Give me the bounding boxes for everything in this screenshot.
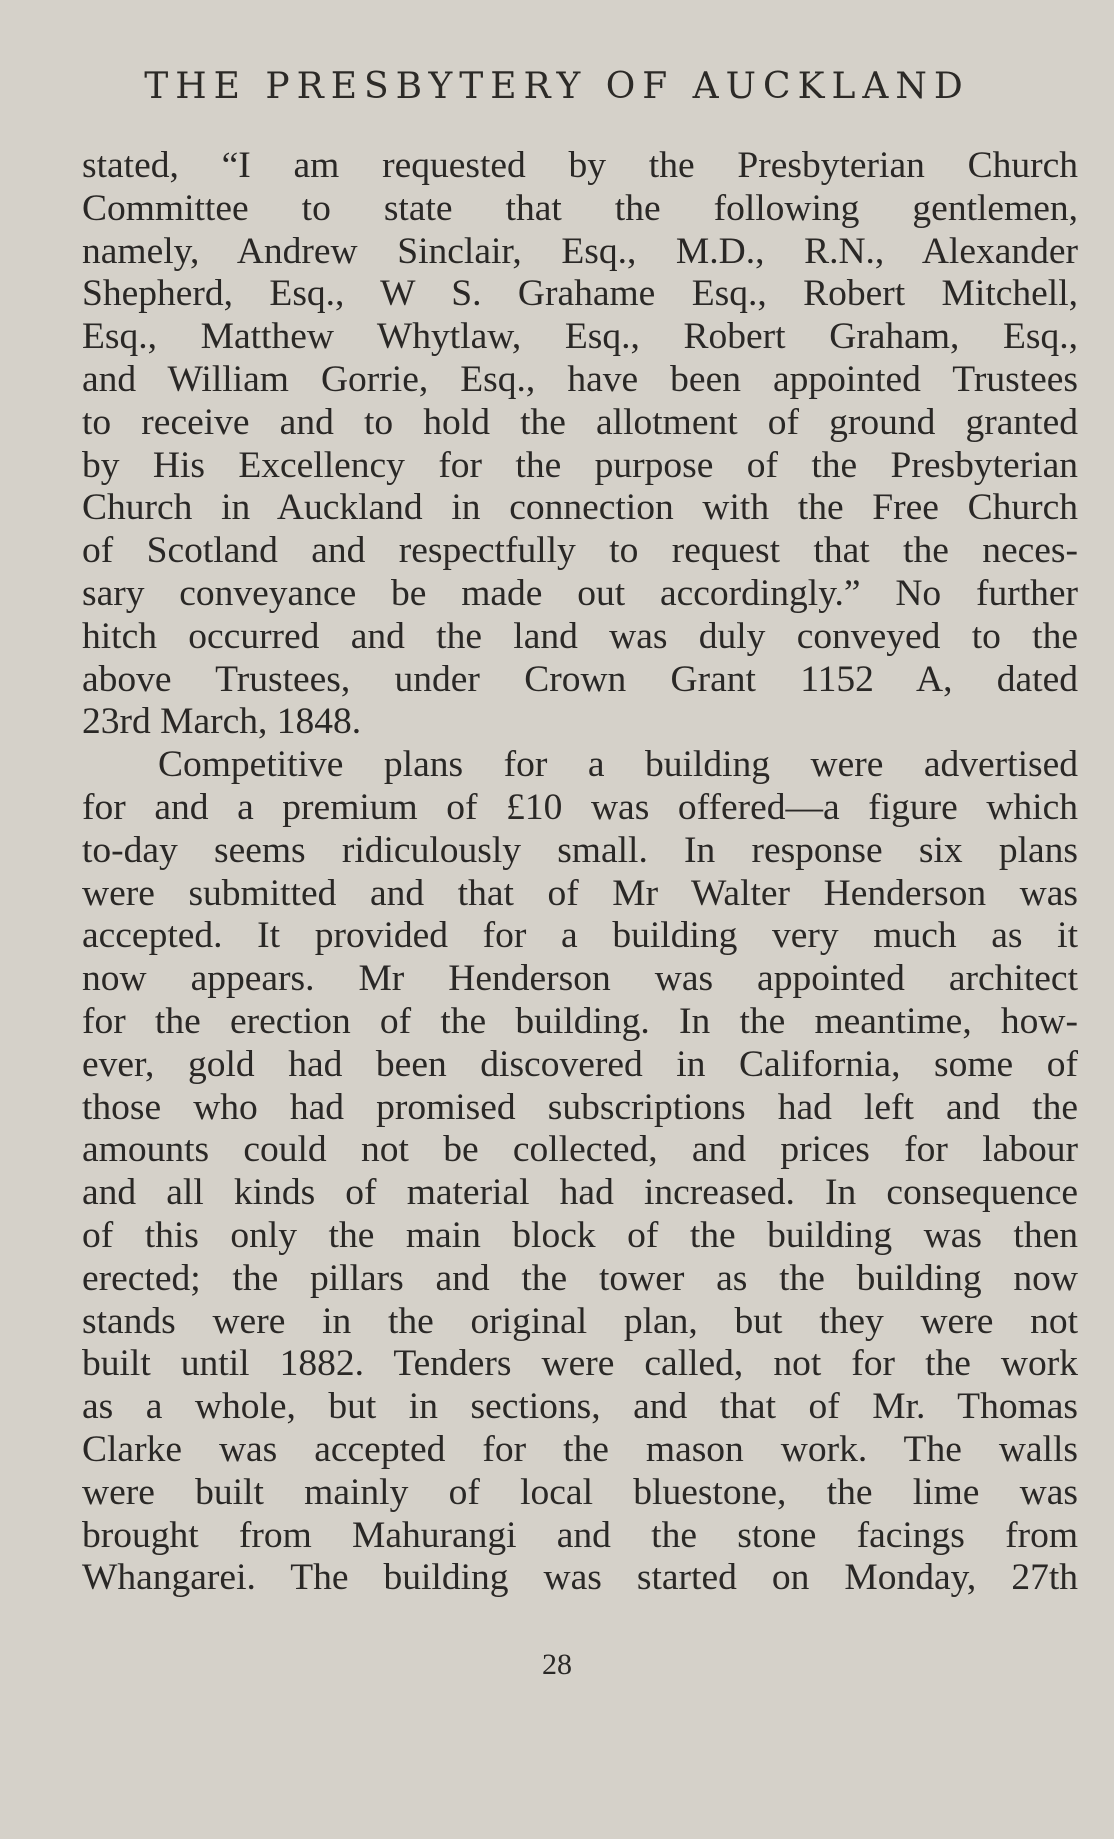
- body-text: [82, 145, 1078, 1600]
- text-line: Shepherd, Esq., W S. Grahame Esq., Robert Mitchell,: [82, 273, 1078, 315]
- page-number: 28: [542, 1648, 572, 1681]
- text-line: namely, Andrew Sinclair, Esq., M.D., R.N., Alexander: [82, 230, 1078, 272]
- text-line: Competitive plans for a building were advertised: [158, 744, 1078, 786]
- text-line: brought from Mahurangi and the stone facings from: [82, 1514, 1078, 1556]
- text-line: now appears. Mr Henderson was appointed architect: [82, 958, 1078, 1000]
- text-line: Whangarei. The building was started on Monday, 27th: [82, 1557, 1078, 1599]
- text-line: built until 1882. Tenders were called, not for the work: [82, 1343, 1078, 1385]
- text-line: stands were in the original plan, but they were not: [82, 1300, 1078, 1342]
- text-line: to receive and to hold the allotment of ground granted: [82, 401, 1078, 443]
- text-line: were built mainly of local bluestone, the lime was: [82, 1471, 1078, 1513]
- text-line: were submitted and that of Mr Walter Henderson was: [82, 872, 1078, 914]
- text-line: and all kinds of material had increased. In consequence: [82, 1172, 1078, 1214]
- text-line: Clarke was accepted for the mason work. The walls: [82, 1428, 1078, 1470]
- text-line: to-day seems ridiculously small. In response six plans: [82, 829, 1078, 871]
- text-line: erected; the pillars and the tower as the building now: [82, 1257, 1078, 1299]
- text-line: above Trustees, under Crown Grant 1152 A, dated: [82, 658, 1078, 700]
- text-line: accepted. It provided for a building very much as it: [82, 915, 1078, 957]
- text-line: those who had promised subscriptions had left and the: [82, 1086, 1078, 1128]
- text-line: for and a premium of £10 was offered—a figure which: [82, 786, 1078, 828]
- text-line: Church in Auckland in connection with the Free Church: [82, 487, 1078, 529]
- text-line: ever, gold had been discovered in California, some of: [82, 1043, 1078, 1085]
- text-line: for the erection of the building. In the meantime, how-: [82, 1000, 1078, 1042]
- text-line: stated, “I am requested by the Presbyterian Church: [82, 145, 1078, 186]
- text-line: Esq., Matthew Whytlaw, Esq., Robert Graham, Esq.,: [82, 316, 1078, 358]
- text-line: as a whole, but in sections, and that of Mr. Thomas: [82, 1386, 1078, 1428]
- text-line: 23rd March, 1848.: [82, 701, 362, 743]
- text-line: and William Gorrie, Esq., have been appointed Trustees: [82, 358, 1078, 400]
- running-head: THE PRESBYTERY OF AUCKLAND: [144, 66, 970, 107]
- text-line: hitch occurred and the land was duly conveyed to the: [82, 615, 1078, 657]
- text-line: by His Excellency for the purpose of the Presbyterian: [82, 444, 1078, 486]
- text-line: of Scotland and respectfully to request that the neces-: [82, 530, 1078, 572]
- text-line: of this only the main block of the building was then: [82, 1214, 1078, 1256]
- text-line: sary conveyance be made out accordingly.” No further: [82, 572, 1078, 614]
- text-line: Committee to state that the following gentlemen,: [82, 187, 1078, 229]
- text-line: amounts could not be collected, and prices for labour: [82, 1129, 1078, 1171]
